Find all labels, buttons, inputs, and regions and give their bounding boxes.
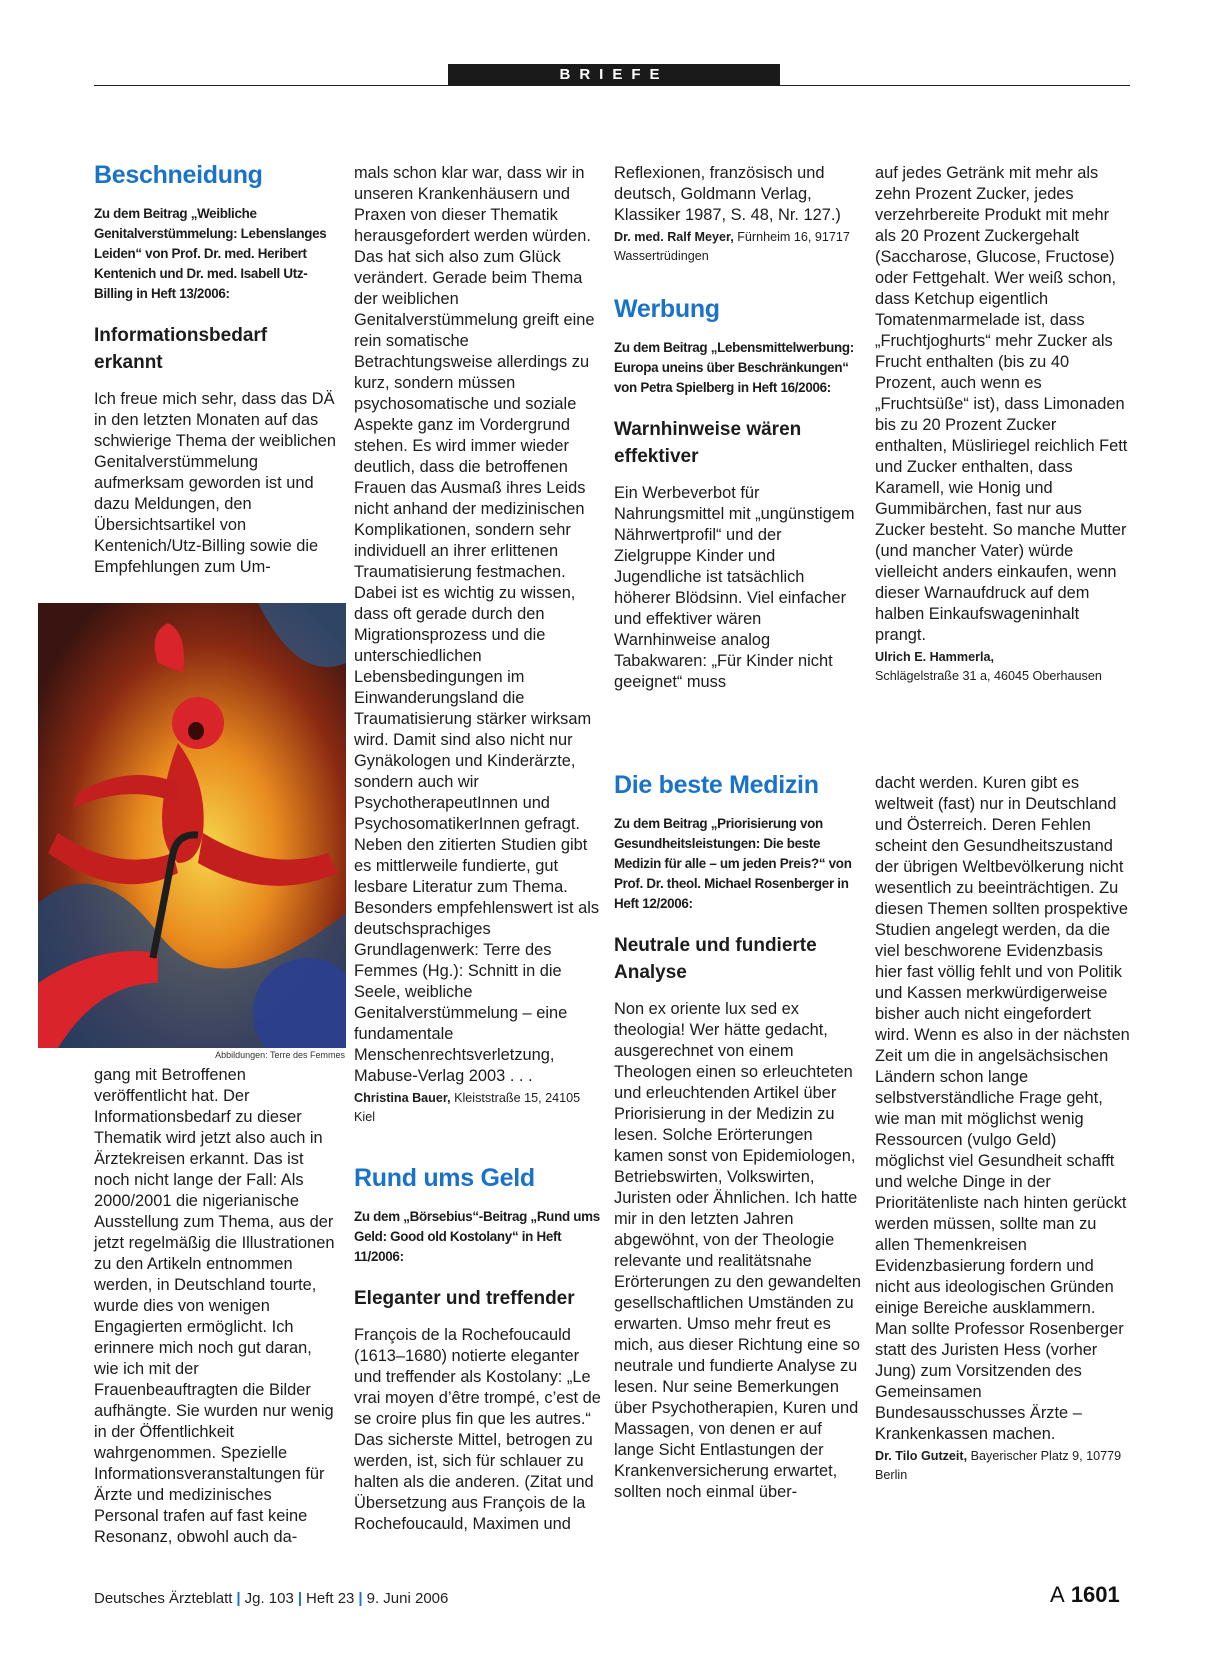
article-intro: Zu dem „Börsebius“-Beitrag „Rund ums Geld: Good old Kostolany“ in Heft 11/2006:: [354, 1209, 600, 1264]
letter-body-end: auf jedes Getränk mit mehr als zehn Prozent Zucker, jedes verzehrbereite Produkt mit mehr als 20 Prozent Zuckergehalt (Saccharose, Glucose, Fructose) oder Fettgehalt. Wer weiß schon, dass Ketchup eigentlich Tomatenmarmelade ist, dass „Fruchtjoghurts“ mehr Zucker als Frucht enthalten (bis zu 40 Prozent, auch wenn es „Fruchtsüße“ ist), dass Limonaden bis zu 20 Prozent Zucker enthalten, Müsliriegel reichlich Fett und Zucker enthalten, dass Karamell, wie Honig und Gummibärchen, fast nur aus Zucker besteht. So manche Mutter (und mancher Vater) würde vielleicht anders einkaufen, wenn dieser Warnaufdruck auf dem halben Einkaufswageninhalt prangt.: [875, 164, 1128, 644]
letter-body-end: Reflexionen, französisch und deutsch, Goldmann Verlag, Klassiker 1987, S. 48, Nr. 127.): [614, 164, 841, 224]
letter-body: François de la Rochefoucauld (1613–1680) notierte eleganter und treffender als Kostolany: „Le vrai moyen d’être trompé, c’est de se croire plus fin que les autres.“ Das sicherste Mittel, betrogen zu werden, ist, sich für schlauer zu halten als die anderen. (Zitat und Übersetzung aus François de la Rochefoucauld, Maximen und: [354, 1326, 601, 1533]
letter-signature: [875, 1447, 1130, 1485]
author-name: Dr. Tilo Gutzeit,: [875, 1449, 968, 1463]
author-name: Ulrich E. Hammerla,: [875, 650, 994, 664]
journal-name: Deutsches Ärzteblatt: [94, 1590, 233, 1607]
letter-body: Ein Werbeverbot für Nahrungsmittel mit „ungünstigem Nährwertprofil“ und der Zielgruppe Kinder und Jugendliche ist tatsächlich höherer Blödsinn. Viel einfacher und effektiver wären Warnhinweise analog Tabakwaren: „Für Kinder nicht geeignet“ muss: [614, 484, 855, 691]
article-title: Rund ums Geld: [354, 1164, 535, 1192]
author-address: Bayerischer Platz 9, 10779 Berlin: [875, 1449, 1122, 1482]
issue: Heft 23: [306, 1590, 355, 1607]
article-intro: Zu dem Beitrag „Weibliche Genitalverstümmelung: Lebenslanges Leiden“ von Prof. Dr. med. Heribert Kentenich und Dr. med. Isabell Utz-Billing in Heft 13/2006:: [94, 206, 327, 301]
column-4-top: [875, 163, 1130, 686]
article-medizin-continued: [875, 773, 1130, 1485]
article-title: Werbung: [614, 295, 720, 323]
issue-date: 9. Juni 2006: [366, 1590, 449, 1607]
letter-body: Non ex oriente lux sed ex theologia! Wer hätte gedacht, ausgerechnet von einem Theologen einen so erleuchteten und erleuchtenden Artikel über Priorisierung in der Medizin zu lesen. Solche Erörterungen kamen sonst von Epidemiologen, Betriebswirten, Volkswirten, Juristen oder Ähnlichen. Ich hatte mir in den letzten Jahren abgewöhnt, von der Theologie relevante und realitätsnahe Erörterungen zu den gewandelten gesellschaftlichen Umständen zu erwarten. Umso mehr freut es mich, aus dieser Richtung eine so neutrale und fundierte Analyse zu lesen. Nur seine Bemerkungen über Psychotherapien, Kuren und Massagen, von denen er auf lange Sicht Entlastungen der Krankenversicherung erwartet, sollten noch einmal über-: [614, 1000, 861, 1501]
author-name: Dr. med. Ralf Meyer,: [614, 230, 734, 244]
author-address: Schlägelstraße 31 a, 46045 Oberhausen: [875, 669, 1102, 683]
letter-body-part2: gang mit Betroffenen veröffentlicht hat. Der Informationsbedarf zu dieser Thematik wird jetzt also auch in Ärztekreisen erkannt. Das ist noch nicht lange der Fall: Als 2000/2001 die nigerianische Ausstellung zum Thema, aus der jetzt regelmäßig die Illustrationen zu den Artikeln entnommen werden, in Deutschland tourte, wurde dies von wenigen Engagierten ermöglicht. Ich erinnere mich noch gut daran, wie ich mit der Frauenbeauftragten die Bilder aufhängte. Sie wurden nur wenig in der Öffentlichkeit wahrgenommen. Spezielle Informationsveranstaltungen für Ärzte und medizinisches Personal trafen auf fast keine Resonanz, obwohl auch da-: [94, 1066, 335, 1546]
illustration-painting: [38, 603, 346, 1048]
author-name: Christina Bauer,: [354, 1091, 451, 1105]
footer-citation: Deutsches Ärzteblatt | Jg. 103 | Heft 23 | 9. Juni 2006: [94, 1590, 449, 1607]
letter-headline: Neutrale und fundierte Analyse: [614, 935, 817, 983]
page-prefix: A: [1050, 1582, 1065, 1607]
page-number: [1050, 1582, 1120, 1608]
volume: Jg. 103: [244, 1590, 294, 1607]
image-credit: Abbildungen: Terre des Femmes: [215, 1050, 345, 1060]
column-3-top: [614, 163, 862, 693]
letter-body-part3: mals schon klar war, dass wir in unseren Krankenhäusern und Praxen von dieser Thematik herausgefordert werden würden. Das hat sich also zum Glück verändert. Gerade beim Thema der weiblichen Genitalverstümmelung greift eine rein somatische Betrachtungsweise allerdings zu kurz, sondern müssen psychosomatische und soziale Aspekte ganz im Vordergrund stehen. Es wird immer wieder deutlich, dass die betroffenen Frauen das Ausmaß ihres Leids nicht anhand der medizinischen Komplikationen, sondern sehr individuell an ihrer erlittenen Traumatisierung festmachen. Dabei ist es wichtig zu wissen, dass oft gerade durch den Migrationsprozess und die unterschiedlichen Lebensbedingungen im Einwanderungsland die Traumatisierung stärker wirksam wird. Damit sind also nicht nur Gynäkologen und Kinderärzte, sondern auch wir PsychotherapeutInnen und PsychosomatikerInnen gefragt. Neben den zitierten Studien gibt es mittlerweile fundierte, gut lesbare Literatur zum Thema. Besonders empfehlenswert ist als deutschsprachiges Grundlagenwerk: Terre des Femmes (Hg.): Schnitt in die Seele, weibliche Genitalverstümmelung – eine fundamentale Menschenrechtsverletzung, Mabuse-Verlag 2003 . . .: [354, 164, 600, 1085]
letter-headline: Eleganter und treffender: [354, 1288, 575, 1309]
article-intro: Zu dem Beitrag „Lebensmittelwerbung: Europa uneins über Beschränkungen“ von Petra Spielberg in Heft 16/2006:: [614, 340, 854, 395]
letter-headline: Warnhinweise wären effektiver: [614, 419, 802, 467]
page-number-value: 1601: [1070, 1582, 1120, 1607]
article-title: Die beste Medizin: [614, 771, 819, 799]
article-medizin-start: [614, 770, 862, 1503]
letter-signature: [875, 648, 1130, 686]
letter-body-part1: Ich freue mich sehr, dass das DÄ in den letzten Monaten auf das schwierige Thema der weiblichen Genitalverstümmelung aufmerksam geworden ist und dazu Meldungen, den Übersichtsartikel von Kentenich/Utz-Billing sowie die Empfehlungen zum Um-: [94, 390, 337, 576]
article-beschneidung-start: [94, 160, 339, 578]
section-label: BRIEFE: [448, 64, 780, 86]
article-intro: Zu dem Beitrag „Priorisierung von Gesundheitsleistungen: Die beste Medizin für alle – um jeden Preis?“ von Prof. Dr. theol. Michael Rosenberger in Heft 12/2006:: [614, 816, 852, 911]
letter-signature: [354, 1089, 601, 1127]
letter-headline: Informationsbedarf erkannt: [94, 325, 268, 373]
author-address: Fürnheim 16, 91717 Wassertrüdingen: [614, 230, 850, 263]
letter-body-end: dacht werden. Kuren gibt es weltweit (fast) nur in Deutschland und Österreich. Deren Fehlen scheint den Gesundheitszustand der übrigen Weltbevölkerung nicht wesentlich zu beeinträchtigen. Zu diesen Themen sollten prospektive Studien angelegt werden, da die viel beschworene Evidenzbasis hier fast völlig fehlt und von Politik und Kassen merkwürdigerweise bisher auch nicht eingefordert wird. Wenn es also in der nächsten Zeit um die in angelsächsischen Ländern schon lange selbstverständliche Frage geht, wie man mit möglichst wenig Ressourcen (vulgo Geld) möglichst viel Gesundheit schafft und welche Dinge in der Prioritätenliste nach hinten gerückt werden müssen, sollte man zu allen Themenkreisen Evidenzbasierung fordern und nicht aus ideologischen Gründen einige Bereiche ausklammern. Man sollte Professor Rosenberger statt des Juristen Hess (vorher Jung) zum Vorsitzenden des Gemeinsamen Bundesausschusses Ärzte – Krankenkassen machen.: [875, 774, 1130, 1443]
letter-signature: [614, 228, 862, 266]
column-2: [354, 163, 601, 1535]
article-title: Beschneidung: [94, 161, 263, 189]
article-beschneidung-continued: [94, 1065, 339, 1548]
author-address: Kleiststraße 15, 24105 Kiel: [354, 1091, 581, 1124]
painting-figure-icon: [38, 603, 346, 1048]
